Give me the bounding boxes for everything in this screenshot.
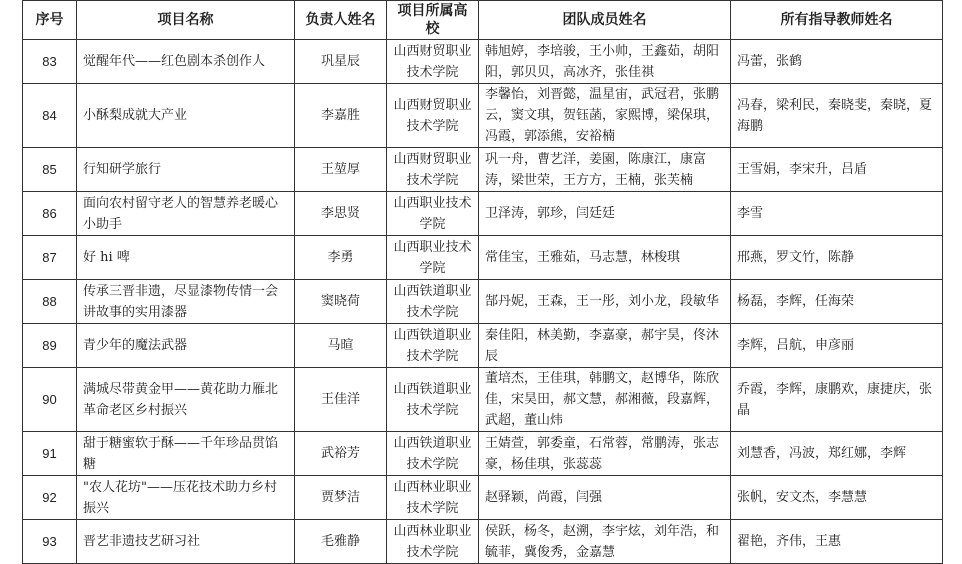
row-number: 84	[23, 84, 77, 148]
table-row	[23, 368, 943, 432]
project-name: 好 hi 啤	[77, 236, 295, 280]
project-name: 觉醒年代——红色剧本杀创作人	[77, 40, 295, 84]
project-name: 小酥梨成就大产业	[77, 84, 295, 148]
project-name: 传承三晋非遗，尽显漆物传情一会讲故事的实用漆器	[77, 280, 295, 324]
advisors: 李辉，吕航，申彦丽	[731, 324, 943, 368]
project-name: 行知研学旅行	[77, 148, 295, 192]
leader-name: 巩星辰	[295, 40, 387, 84]
header-no: 序号	[23, 1, 77, 40]
header-members: 团队成员姓名	[479, 1, 731, 40]
leader-name: 王佳洋	[295, 368, 387, 432]
header-project-name: 项目名称	[77, 1, 295, 40]
row-number: 92	[23, 476, 77, 520]
row-number: 91	[23, 432, 77, 476]
table-row	[23, 192, 943, 236]
table-row	[23, 280, 943, 324]
table-row	[23, 40, 943, 84]
table-page	[22, 0, 942, 564]
advisors: 杨磊，李辉，任海荣	[731, 280, 943, 324]
leader-name: 马暄	[295, 324, 387, 368]
school-name: 山西林业职业技术学院	[387, 476, 479, 520]
school-name: 山西铁道职业技术学院	[387, 432, 479, 476]
row-number: 83	[23, 40, 77, 84]
table-row	[23, 324, 943, 368]
project-table	[22, 0, 943, 564]
project-name: 甜于糖蜜软于酥——千年珍品贯馅糖	[77, 432, 295, 476]
school-name: 山西铁道职业技术学院	[387, 324, 479, 368]
team-members: 卫泽涛，郭珍，闫廷廷	[479, 192, 731, 236]
school-name: 山西林业职业技术学院	[387, 520, 479, 564]
row-number: 89	[23, 324, 77, 368]
school-name: 山西财贸职业技术学院	[387, 84, 479, 148]
leader-name: 李嘉胜	[295, 84, 387, 148]
project-name: 青少年的魔法武器	[77, 324, 295, 368]
school-name: 山西职业技术学院	[387, 192, 479, 236]
row-number: 93	[23, 520, 77, 564]
leader-name: 贾梦洁	[295, 476, 387, 520]
header-leader: 负责人姓名	[295, 1, 387, 40]
advisors: 李雪	[731, 192, 943, 236]
row-number: 90	[23, 368, 77, 432]
leader-name: 窦晓荷	[295, 280, 387, 324]
table-row	[23, 84, 943, 148]
leader-name: 毛雅静	[295, 520, 387, 564]
team-members: 巩一舟，曹艺洋，姜園，陈康江，康富涛，梁世荣，王方方，王楠，张芙楠	[479, 148, 731, 192]
school-name: 山西铁道职业技术学院	[387, 280, 479, 324]
table-row	[23, 432, 943, 476]
leader-name: 王堃厚	[295, 148, 387, 192]
table-row	[23, 476, 943, 520]
team-members: 李馨怡，刘晋懿，温星宙，武冠君，张鹏云，窦文琪，贺钰菡，家熙博，梁保琪，冯霞，郭添熊，安裕楠	[479, 84, 731, 148]
advisors: 冯春，梁利民，秦晓斐，秦晓，夏海鹏	[731, 84, 943, 148]
row-number: 88	[23, 280, 77, 324]
team-members: 侯跃，杨冬，赵溯，李宇炫，刘年浩，和毓菲，冀俊秀，金嘉慧	[479, 520, 731, 564]
row-number: 86	[23, 192, 77, 236]
school-name: 山西财贸职业技术学院	[387, 40, 479, 84]
advisors: 乔霞，李辉，康鹏欢，康捷庆，张晶	[731, 368, 943, 432]
row-number: 87	[23, 236, 77, 280]
row-number: 85	[23, 148, 77, 192]
advisors: 冯蕾，张鹤	[731, 40, 943, 84]
table-row	[23, 236, 943, 280]
team-members: 韩旭婷，李培骏，王小帅，王鑫茹，胡阳阳，郭贝贝，高冰齐，张佳祺	[479, 40, 731, 84]
advisors: 刘慧香，冯波，郑红娜，李辉	[731, 432, 943, 476]
school-name: 山西财贸职业技术学院	[387, 148, 479, 192]
table-header-row	[23, 1, 943, 40]
advisors: 邢燕，罗文竹，陈静	[731, 236, 943, 280]
leader-name: 李思贤	[295, 192, 387, 236]
leader-name: 武裕芳	[295, 432, 387, 476]
team-members: 常佳宝，王雅茹，马志慧，林梭琪	[479, 236, 731, 280]
project-name: "农人花坊"——压花技术助力乡村振兴	[77, 476, 295, 520]
project-name: 晋艺非遗技艺研习社	[77, 520, 295, 564]
project-name: 面向农村留守老人的智慧养老暖心小助手	[77, 192, 295, 236]
header-teachers: 所有指导教师姓名	[731, 1, 943, 40]
team-members: 董培杰，王佳琪，韩鹏文，赵博华，陈欣佳，宋昊田，郝文慧，郝湘薇，段嘉辉，武超，董山炜	[479, 368, 731, 432]
header-school: 项目所属高校	[387, 1, 479, 40]
table-row	[23, 148, 943, 192]
advisors: 翟艳，齐伟，王惠	[731, 520, 943, 564]
school-name: 山西铁道职业技术学院	[387, 368, 479, 432]
team-members: 郜丹妮，王森，王一彤，刘小龙，段敏华	[479, 280, 731, 324]
leader-name: 李勇	[295, 236, 387, 280]
team-members: 王婧萱，郭委童，石常蓉，常鹏涛，张志豪，杨佳琪，张蕊蕊	[479, 432, 731, 476]
team-members: 赵驿颖，尚霞，闫强	[479, 476, 731, 520]
advisors: 王雪娟，李宋升，吕盾	[731, 148, 943, 192]
advisors: 张帆，安文杰，李慧慧	[731, 476, 943, 520]
team-members: 秦佳阳，林美勤，李嘉豪，郝宇昊，佟沐辰	[479, 324, 731, 368]
table-row	[23, 520, 943, 564]
project-name: 满城尽带黄金甲——黄花助力雁北革命老区乡村振兴	[77, 368, 295, 432]
school-name: 山西职业技术学院	[387, 236, 479, 280]
